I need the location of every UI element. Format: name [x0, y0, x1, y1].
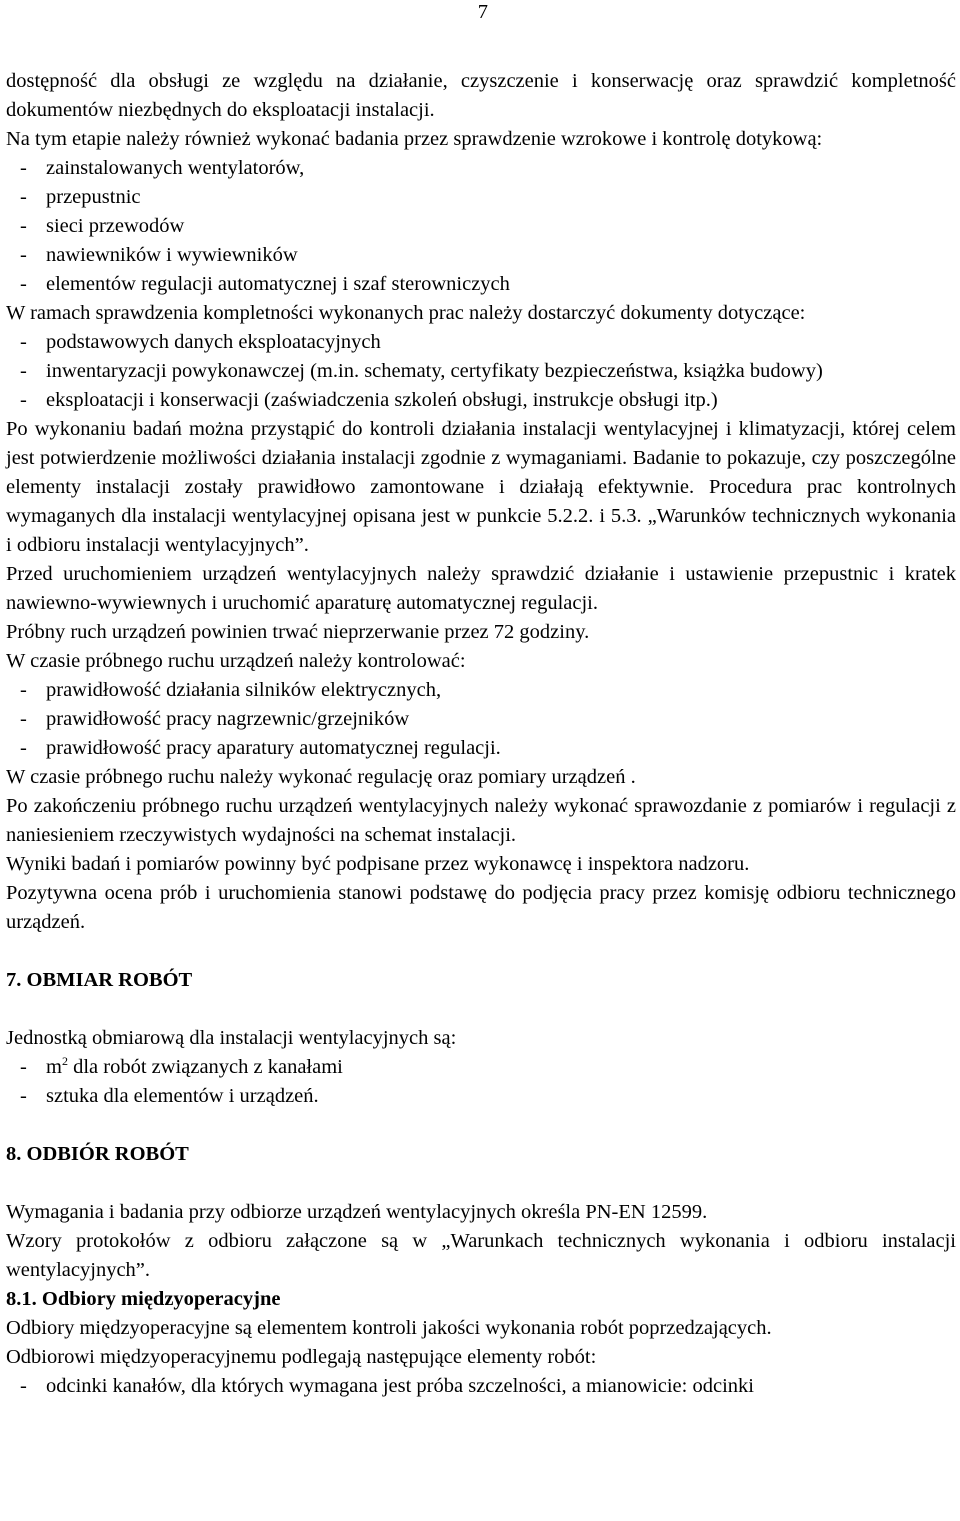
paragraph: W czasie próbnego ruchu należy wykonać regulację oraz pomiary urządzeń .: [6, 766, 636, 788]
section-heading: 7. OBMIAR ROBÓT: [6, 969, 193, 991]
spacer: [6, 1169, 956, 1198]
paragraph: Przed uruchomieniem urządzeń wentylacyjnych należy sprawdzić działanie i ustawienie przepustnic i kratek nawiewno-wywiewnych i uruchomić aparaturę automatycznej regulacji.: [6, 563, 956, 614]
paragraph: Próbny ruch urządzeń powinien trwać nieprzerwanie przez 72 godziny.: [6, 621, 590, 643]
paragraph: Po zakończeniu próbnego ruchu urządzeń wentylacyjnych należy wykonać sprawozdanie z pomiarów i regulacji z naniesieniem rzeczywistych wydajności na schemat instalacji.: [6, 795, 956, 846]
paragraph: Po wykonaniu badań można przystąpić do kontroli działania instalacji wentylacyjnej i klimatyzacji, której celem jest potwierdzenie możliwości działania instalacji zgodnie z wymaganiami. Badanie to pokazuje, czy poszczególne elementy instalacji zostały prawidłowo zamontowane i działają efektywnie. Procedura prac kontrolnych wymaganych dla instalacji wentylacyjnej opisana jest w punkcie 5.2.2. i 5.3. „Warunków technicznych wykonania i odbioru instalacji wentylacyjnych”.: [6, 418, 956, 556]
paragraph: Wymagania i badania przy odbiorze urządzeń wentylacyjnych określa PN-EN 12599.: [6, 1201, 708, 1223]
list-item: - odcinki kanałów, dla których wymagana jest próba szczelności, a mianowicie: odcinki: [20, 1375, 754, 1397]
list-item: - zainstalowanych wentylatorów,: [20, 157, 305, 179]
list-item: - przepustnic: [20, 186, 141, 208]
paragraph: W czasie próbnego ruchu urządzeń należy kontrolować:: [6, 650, 466, 672]
paragraph: Wzory protokołów z odbioru załączone są w „Warunkach technicznych wykonania i odbioru instalacji wentylacyjnych”.: [6, 1230, 956, 1281]
section-heading: 8. ODBIÓR ROBÓT: [6, 1143, 189, 1165]
page-content: [6, 67, 956, 1401]
subsection-heading: 8.1. Odbiory międzyoperacyjne: [6, 1288, 281, 1310]
elements-list: [6, 1372, 956, 1401]
list-item: - sztuka dla elementów i urządzeń.: [20, 1085, 319, 1107]
list-item: - prawidłowość działania silników elektrycznych,: [20, 679, 442, 701]
trial-run-list: [6, 676, 956, 763]
spacer: [6, 1111, 956, 1140]
paragraph: Pozytywna ocena prób i uruchomienia stanowi podstawę do podjęcia pracy przez komisję odbioru technicznego urządzeń.: [6, 882, 956, 933]
page-number: 7: [477, 1, 488, 23]
list-item: - prawidłowość pracy nagrzewnic/grzejników: [20, 708, 410, 730]
list-item: - podstawowych danych eksploatacyjnych: [20, 331, 381, 353]
list-item: - inwentaryzacji powykonawczej (m.in. schematy, certyfikaty bezpieczeństwa, książka budowy): [20, 360, 823, 382]
inspection-list: [6, 154, 956, 299]
paragraph: dostępność dla obsługi ze względu na działanie, czyszczenie i konserwację oraz sprawdzić kompletność dokumentów niezbędnych do eksploatacji instalacji.: [6, 70, 956, 121]
paragraph: Jednostką obmiarową dla instalacji wentylacyjnych są:: [6, 1027, 457, 1049]
paragraph: Odbiory międzyoperacyjne są elementem kontroli jakości wykonania robót poprzedzających.: [6, 1317, 772, 1339]
units-list: [6, 1053, 956, 1111]
list-item: - $m^2$ dla robót związanych z kanałami: [20, 1054, 343, 1078]
paragraph: W ramach sprawdzenia kompletności wykonanych prac należy dostarczyć dokumenty dotyczące:: [6, 302, 806, 324]
spacer: [6, 937, 956, 966]
paragraph: Odbiorowi międzyoperacyjnemu podlegają następujące elementy robót:: [6, 1346, 597, 1368]
spacer: [6, 995, 956, 1024]
paragraph: Wyniki badań i pomiarów powinny być podpisane przez wykonawcę i inspektora nadzoru.: [6, 853, 750, 875]
list-item: - elementów regulacji automatycznej i szaf sterowniczych: [20, 273, 510, 295]
documents-list: [6, 328, 956, 415]
list-item: - prawidłowość pracy aparatury automatycznej regulacji.: [20, 737, 501, 759]
list-item: - eksploatacji i konserwacji (zaświadczenia szkoleń obsługi, instrukcje obsługi itp.): [20, 389, 718, 411]
paragraph: Na tym etapie należy również wykonać badania przez sprawdzenie wzrokowe i kontrolę dotykową:: [6, 128, 823, 150]
list-item: - nawiewników i wywiewników: [20, 244, 298, 266]
list-item: - sieci przewodów: [20, 215, 185, 237]
